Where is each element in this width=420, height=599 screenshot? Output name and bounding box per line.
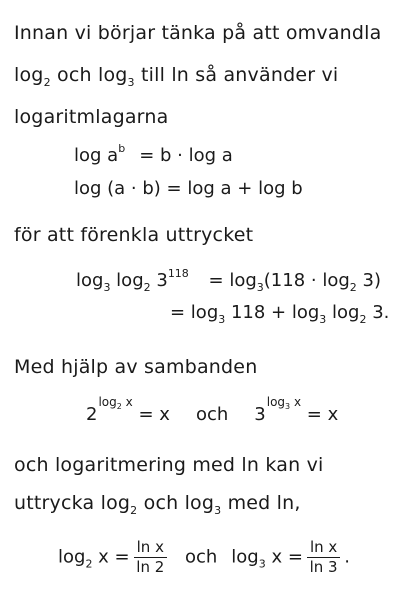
simplify-row2-end: 3. [366, 302, 390, 323]
identity-2-exp-log: log [266, 395, 286, 409]
simplify-log: log [76, 270, 104, 291]
text-line-log-bases [14, 66, 338, 88]
identity-2-base: 3 [254, 404, 266, 425]
simplify-rhs-close: 3) [356, 270, 381, 291]
express-och-log: och log [137, 492, 215, 514]
express-text: uttrycka log [14, 492, 131, 514]
conv-1-numerator: ln x [134, 540, 167, 558]
simplify-row2-sum: 118 + log [225, 302, 320, 323]
log-base-2: 2 [43, 76, 51, 89]
law-power-exponent: b [118, 142, 126, 155]
identity-1-exp-log: log [98, 395, 117, 409]
simplify-rhs-log-base: 3 [256, 281, 264, 294]
conv-2-numerator: ln x [307, 540, 340, 558]
conv-1-log-base: 2 [85, 557, 93, 571]
conversions-end: . [344, 546, 350, 568]
identity-2 [254, 395, 302, 425]
conversions-connector: och [184, 546, 218, 568]
simplify-log-inner: log [110, 270, 144, 291]
simplify-text: för att förenkla uttrycket [14, 224, 254, 246]
law-power-lhs: log a [74, 145, 119, 166]
och-log-label: och log [50, 64, 128, 86]
law-power [74, 143, 233, 165]
relations-text: Med hjälp av sambanden [14, 356, 258, 378]
conv-2-denominator: ln 3 [309, 558, 338, 576]
identity-1-exp-var: x [121, 395, 133, 409]
simplify-rhs-log: = log [202, 270, 257, 291]
logarithm-text: och logaritmering med ln kan vi [14, 454, 324, 476]
identity-1-exp-base: 2 [116, 402, 122, 411]
conv-1-fraction [134, 540, 167, 575]
identity-1-rhs: = x [132, 404, 170, 425]
conv-2-log: log [231, 546, 259, 568]
log-label: log [14, 64, 44, 86]
simplify-rhs-inner-base: 2 [349, 281, 357, 294]
identity-1 [86, 395, 133, 425]
simplify-log-inner-base: 2 [143, 281, 151, 294]
simplify-power-exponent: 118 [167, 267, 189, 280]
express-log-base-3: 3 [214, 504, 222, 517]
simplify-row2-log-base: 3 [218, 313, 226, 326]
conv-1-log: log [58, 546, 86, 568]
law-power-rhs: = b · log a [139, 145, 233, 166]
simplify-row-2 [170, 304, 389, 325]
laws-heading: logaritmlagarna [14, 106, 169, 128]
text-line-express [14, 494, 301, 516]
conv-2-var: x = [265, 546, 303, 568]
text-line-laws-heading [14, 108, 168, 127]
text-line-intro [14, 24, 382, 43]
simplify-row2-log: = log [170, 302, 219, 323]
simplify-power-base: 3 [150, 270, 168, 291]
simplify-row-1 [76, 268, 381, 293]
text-line-simplify [14, 226, 253, 245]
express-med-ln: med ln, [221, 492, 301, 514]
conversions-row [58, 540, 350, 575]
till-ln-text: till ln så använder vi [134, 64, 339, 86]
text-line-logarithm [14, 456, 324, 475]
conv-1-var: x = [92, 546, 130, 568]
simplify-row2-inner-base: 2 [359, 313, 367, 326]
identities-row [86, 395, 339, 425]
law-product [74, 180, 303, 198]
conv-1-denominator: ln 2 [136, 558, 165, 576]
simplify-row2-log-inner: log [326, 302, 360, 323]
identities-connector: och [195, 404, 229, 425]
text-line-relations [14, 358, 257, 377]
intro-text: Innan vi börjar tänka på att omvandla [14, 22, 382, 44]
identity-1-base: 2 [86, 404, 98, 425]
conv-2-fraction [307, 540, 340, 575]
law-product-text: log (a · b) = log a + log b [74, 178, 303, 199]
simplify-log-base: 3 [103, 281, 111, 294]
conv-2-log-base: 3 [258, 557, 266, 571]
simplify-rhs-product: (118 · log [263, 270, 350, 291]
identity-2-exp-base: 3 [285, 402, 291, 411]
simplify-row2-log-base-b: 3 [319, 313, 327, 326]
identity-2-exp-var: x [290, 395, 302, 409]
log-base-3: 3 [127, 76, 135, 89]
express-log-base-2: 2 [130, 504, 138, 517]
identity-2-rhs: = x [301, 404, 339, 425]
